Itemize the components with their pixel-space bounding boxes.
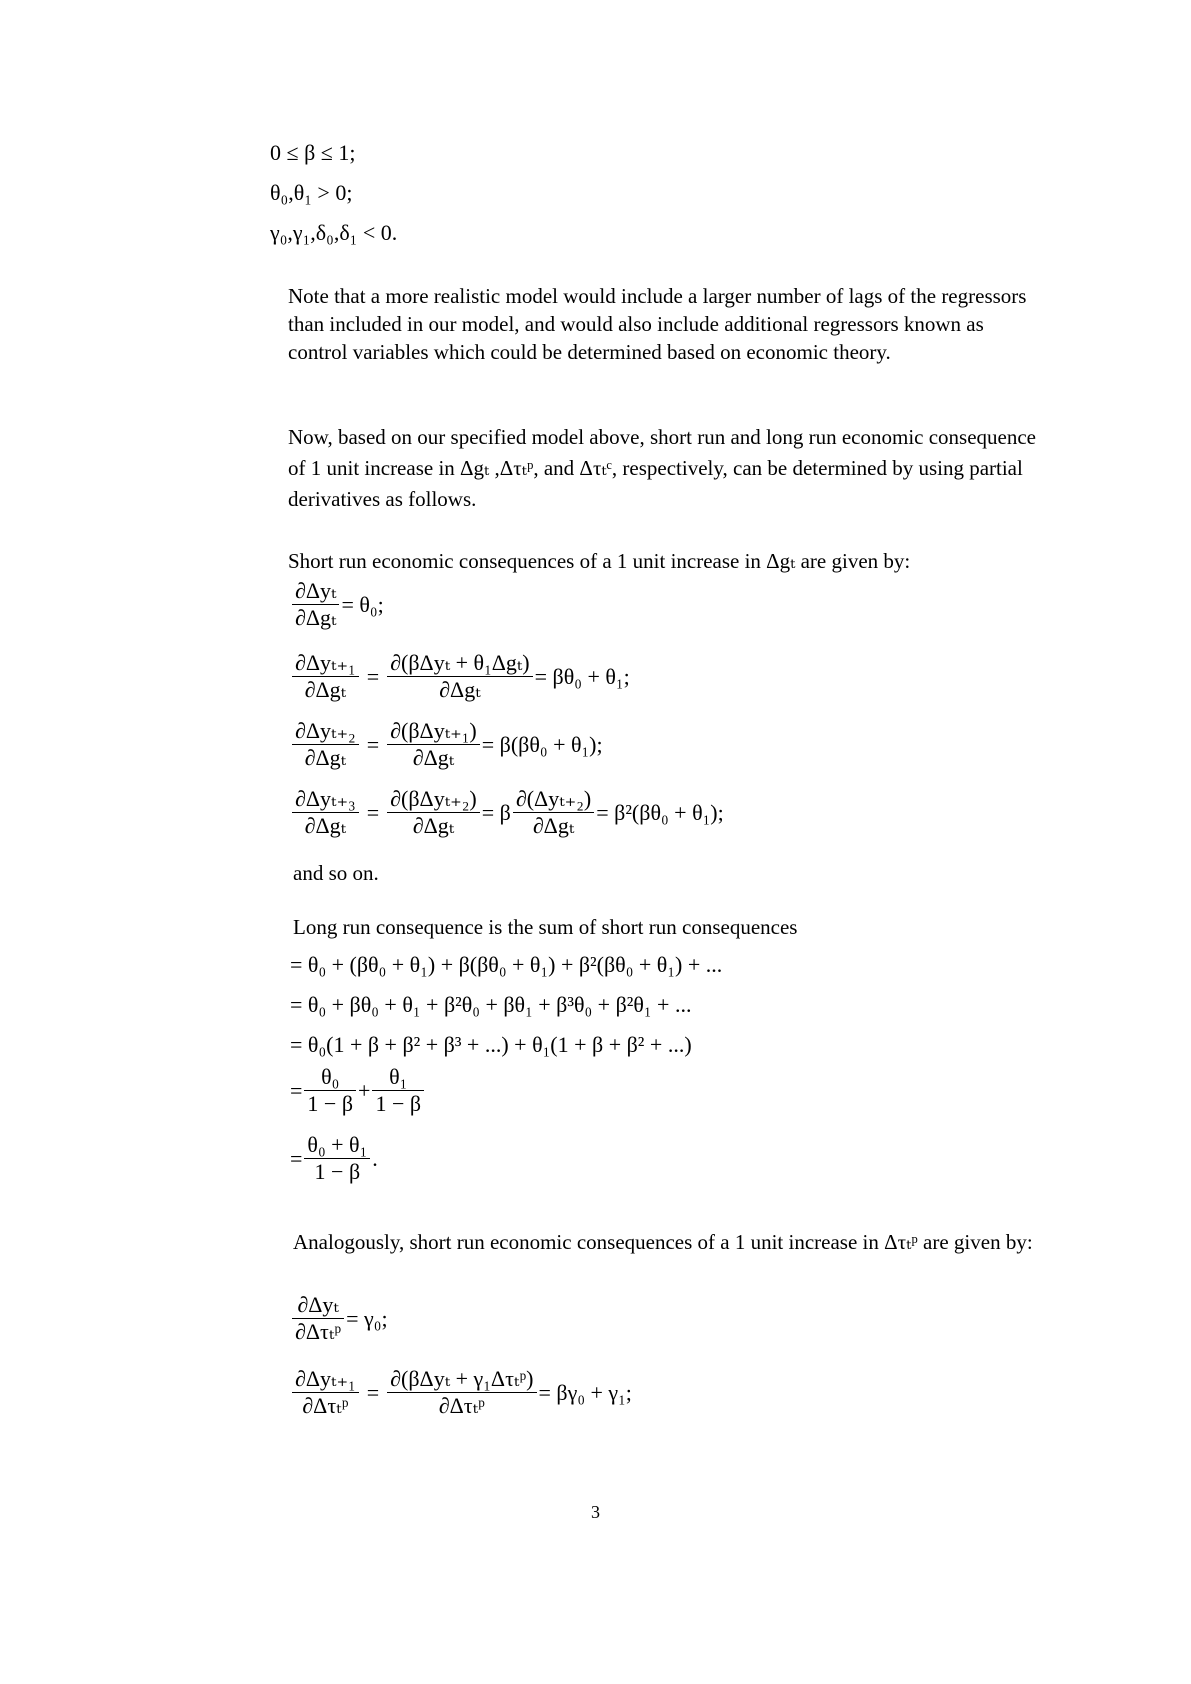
fraction <box>387 718 480 771</box>
constraint-theta: θ₀,θ₁ > 0; <box>270 180 353 205</box>
fraction <box>513 786 594 839</box>
equation-rhs: = βθ₀ + θ₁; <box>534 663 630 689</box>
fraction <box>292 718 359 771</box>
denominator: ∂Δτₜᵖ <box>387 1392 536 1419</box>
equation-tau-2 <box>290 1366 632 1419</box>
paragraph-now-text: Now, based on our specified model above, short run and long run economic consequence of 1 unit increase in Δgₜ ,Δτₜᵖ, and Δτₜᶜ, respectively, can be determined by using partial derivatives as follows. <box>288 425 1037 511</box>
fraction <box>387 1366 536 1419</box>
equation-rhs: = βγ₀ + γ₁; <box>538 1379 632 1405</box>
long-run-fraction-combined <box>290 1132 378 1185</box>
numerator: θ₀ + θ₁ <box>307 1132 368 1157</box>
equation-g-3 <box>290 718 603 771</box>
denominator: ∂Δgₜ <box>387 744 480 771</box>
fraction <box>372 1064 424 1117</box>
equation-g-1 <box>290 578 384 631</box>
paragraph-note-text: Note that a more realistic model would include a larger number of lags of the regressors than included in our model, and would also include additional regressors known as control variables which could be determined based on economic theory. <box>288 284 1027 364</box>
paragraph-now <box>288 422 1048 515</box>
period: . <box>372 1145 378 1171</box>
fraction <box>304 1132 370 1185</box>
denominator: 1 − β <box>372 1090 424 1117</box>
numerator: ∂(βΔyₜ + γ₁Δτₜᵖ) <box>390 1366 534 1391</box>
denominator: ∂Δgₜ <box>513 812 594 839</box>
numerator: ∂Δyₜ₊₂ <box>295 718 356 743</box>
paragraph-short-run-g: Short run economic consequences of a 1 unit increase in Δgₜ are given by: <box>288 549 911 573</box>
equation-rhs: = β(βθ₀ + θ₁); <box>481 731 603 757</box>
equals-sign: = <box>366 799 380 825</box>
equals-sign: = <box>366 663 380 689</box>
long-run-line-3: = θ₀(1 + β + β² + β³ + ...) + θ₁(1 + β + β² + ...) <box>290 1032 692 1057</box>
denominator: ∂Δgₜ <box>292 744 359 771</box>
numerator: ∂Δyₜ <box>297 1292 339 1317</box>
fraction <box>387 650 532 703</box>
denominator: ∂Δτₜᵖ <box>292 1318 344 1345</box>
equals-sign: = <box>366 731 380 757</box>
fraction <box>292 650 359 703</box>
denominator: ∂Δgₜ <box>292 812 359 839</box>
equation-tau-1 <box>290 1292 388 1345</box>
fraction <box>304 1064 356 1117</box>
long-run-line-1: = θ₀ + (βθ₀ + θ₁) + β(βθ₀ + θ₁) + β²(βθ₀ + θ₁) + ... <box>290 952 723 977</box>
numerator: ∂(βΔyₜ₊₂) <box>390 786 477 811</box>
paragraph-analog-text: Analogously, short run economic consequences of a 1 unit increase in Δτₜᵖ are given by: <box>293 1230 1033 1254</box>
equals-sign: = <box>366 1379 380 1405</box>
equation-rhs: = γ₀; <box>346 1305 388 1331</box>
numerator: θ₁ <box>389 1064 408 1089</box>
numerator: ∂Δyₜ₊₃ <box>295 786 356 811</box>
equation-g-4 <box>290 786 724 839</box>
paragraph-note <box>288 282 1048 366</box>
equation-rhs: = θ₀; <box>341 591 384 617</box>
denominator: ∂Δgₜ <box>292 604 339 631</box>
long-run-fraction-sum <box>290 1064 426 1117</box>
numerator: ∂(βΔyₜ₊₁) <box>390 718 477 743</box>
denominator: ∂Δgₜ <box>387 676 532 703</box>
numerator: ∂(Δyₜ₊₂) <box>515 786 592 811</box>
denominator: ∂Δgₜ <box>292 676 359 703</box>
paragraph-analog <box>293 1226 1063 1258</box>
numerator: ∂Δyₜ <box>295 578 337 603</box>
paragraph-long-run: Long run consequence is the sum of short run consequences <box>293 915 798 939</box>
denominator: ∂Δgₜ <box>387 812 480 839</box>
numerator: θ₀ <box>321 1064 340 1089</box>
numerator: ∂Δyₜ₊₁ <box>295 650 356 675</box>
equals-sign: = <box>290 1077 303 1103</box>
fraction <box>292 578 339 631</box>
equation-mid: = β <box>481 799 511 825</box>
numerator: ∂Δyₜ₊₁ <box>295 1366 356 1391</box>
text-and-so-on: and so on. <box>293 861 379 885</box>
equals-sign: = <box>290 1145 303 1171</box>
fraction <box>292 786 359 839</box>
fraction <box>292 1366 359 1419</box>
fraction <box>292 1292 344 1345</box>
page-number: 3 <box>591 1502 600 1522</box>
denominator: 1 − β <box>304 1090 356 1117</box>
equation-rhs: = β²(βθ₀ + θ₁); <box>596 799 724 825</box>
long-run-line-2: = θ₀ + βθ₀ + θ₁ + β²θ₀ + βθ₁ + β³θ₀ + β²θ₁ + ... <box>290 992 692 1017</box>
numerator: ∂(βΔyₜ + θ₁Δgₜ) <box>390 650 530 675</box>
denominator: 1 − β <box>304 1158 370 1185</box>
fraction <box>387 786 480 839</box>
denominator: ∂Δτₜᵖ <box>292 1392 359 1419</box>
constraint-beta: 0 ≤ β ≤ 1; <box>270 140 356 165</box>
plus-sign: + <box>358 1077 371 1103</box>
equation-g-2 <box>290 650 630 703</box>
constraint-gamma-delta: γ₀,γ₁,δ₀,δ₁ < 0. <box>270 220 398 245</box>
